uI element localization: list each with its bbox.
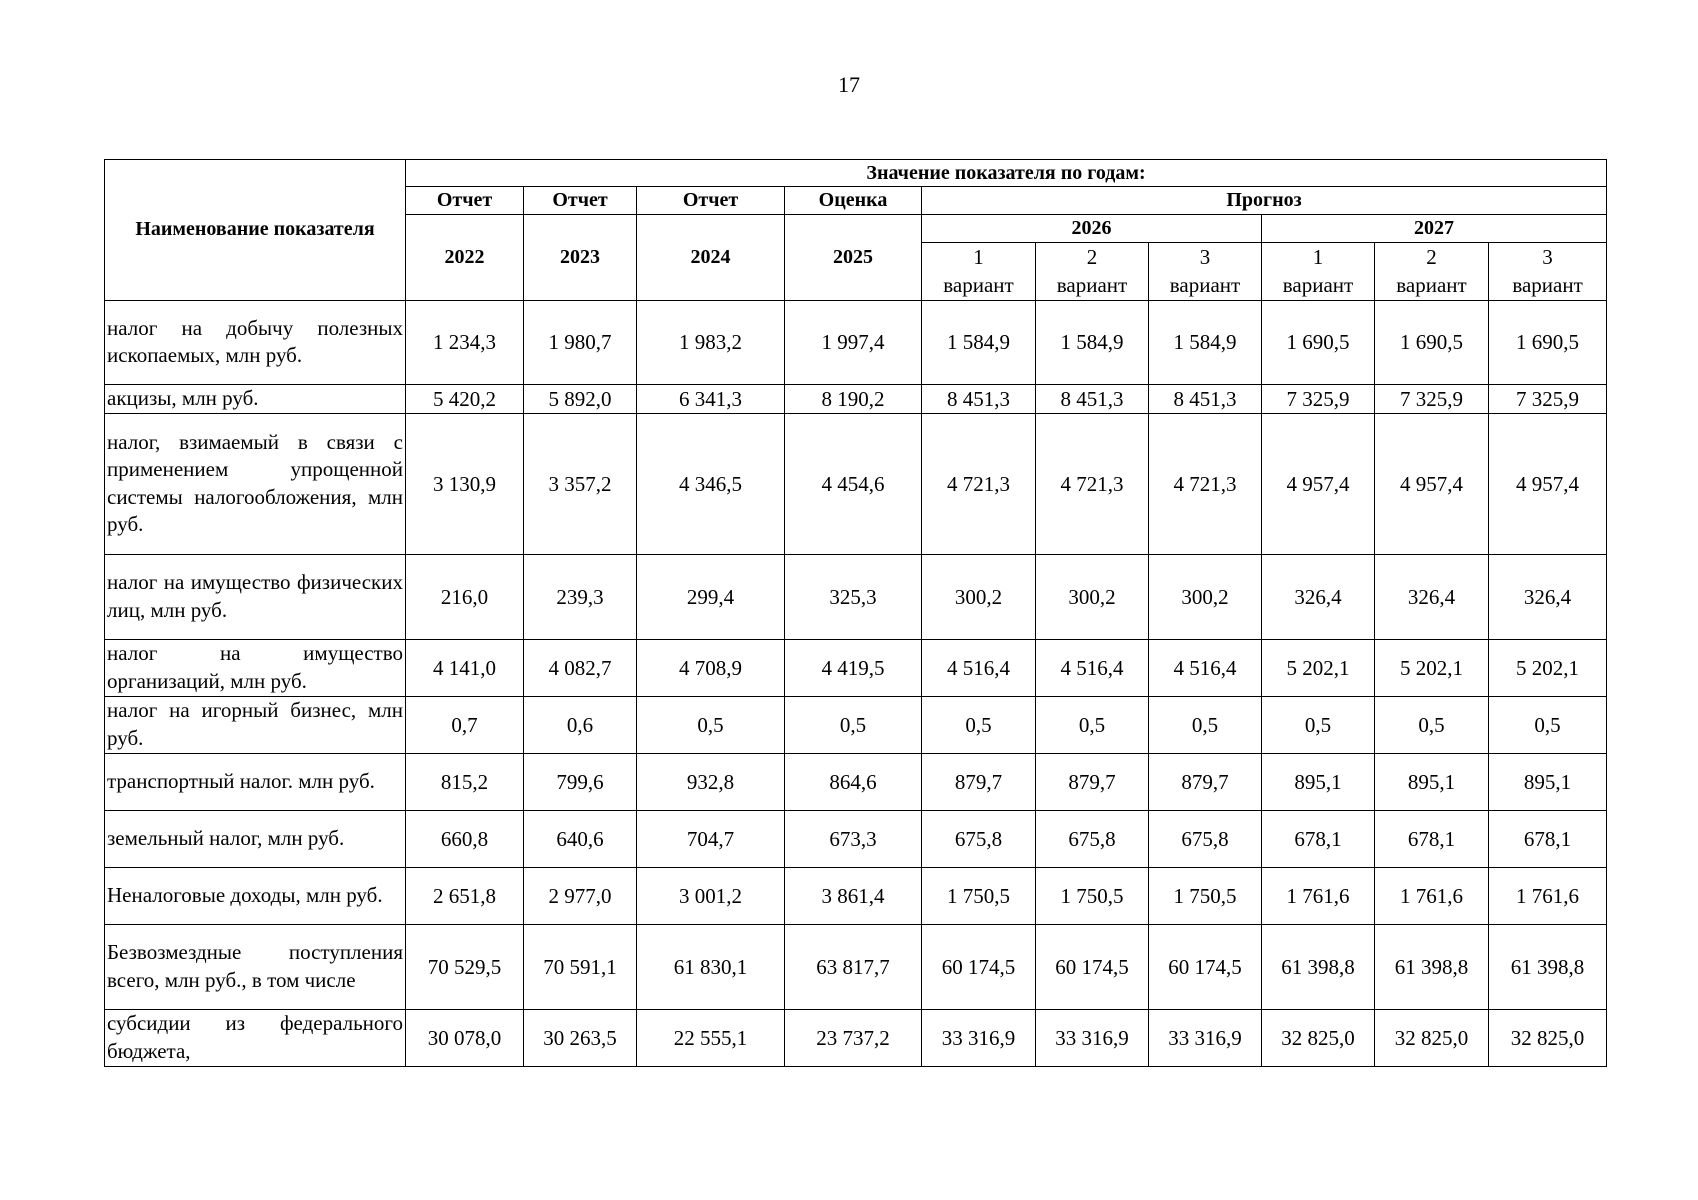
table-cell: 326,4 (1375, 554, 1489, 639)
table-cell: 3 357,2 (524, 413, 637, 554)
table-cell: 326,4 (1262, 554, 1375, 639)
row-label: налог на имущество физических лиц, млн руб. (105, 554, 406, 639)
table-cell: 4 957,4 (1489, 413, 1607, 554)
table-cell: 678,1 (1489, 810, 1607, 867)
table-cell: 5 202,1 (1489, 639, 1607, 696)
table-cell: 895,1 (1375, 753, 1489, 810)
table-cell: 1 761,6 (1375, 867, 1489, 924)
row-label: налог на игорный бизнес, млн руб. (105, 696, 406, 753)
table-cell: 815,2 (406, 753, 524, 810)
row-label: налог, взимаемый в связи с применением упрощенной системы налогообложения, млн руб. (105, 413, 406, 554)
variant-header-2026-2: 2 вариант (1036, 243, 1149, 301)
table-cell: 1 983,2 (637, 300, 785, 384)
table-cell: 640,6 (524, 810, 637, 867)
table-cell: 70 529,5 (406, 924, 524, 1009)
table-cell: 8 451,3 (922, 384, 1036, 413)
table-cell: 60 174,5 (1036, 924, 1149, 1009)
indicators-table (104, 159, 1607, 1067)
table-cell: 673,3 (785, 810, 922, 867)
table-cell: 8 451,3 (1036, 384, 1149, 413)
table-cell: 4 141,0 (406, 639, 524, 696)
report-header-2024: Отчет (637, 187, 785, 215)
report-header-2023: Отчет (524, 187, 637, 215)
table-cell: 7 325,9 (1489, 384, 1607, 413)
variant-header-2026-1: 1 вариант (922, 243, 1036, 301)
report-header-2022: Отчет (406, 187, 524, 215)
table-cell: 0,6 (524, 696, 637, 753)
table-cell: 675,8 (1149, 810, 1262, 867)
table-cell: 5 202,1 (1375, 639, 1489, 696)
table-cell: 0,5 (785, 696, 922, 753)
table-cell: 1 690,5 (1262, 300, 1375, 384)
table-cell: 61 398,8 (1375, 924, 1489, 1009)
year-header-2022: 2022 (406, 215, 524, 301)
table-cell: 63 817,7 (785, 924, 922, 1009)
table-cell: 895,1 (1262, 753, 1375, 810)
table-cell: 4 419,5 (785, 639, 922, 696)
page-number: 17 (838, 72, 860, 97)
table-cell: 32 825,0 (1262, 1009, 1375, 1066)
table-cell: 32 825,0 (1489, 1009, 1607, 1066)
table-cell: 60 174,5 (1149, 924, 1262, 1009)
table-cell: 799,6 (524, 753, 637, 810)
table-cell: 0,5 (1489, 696, 1607, 753)
table-cell: 4 516,4 (1149, 639, 1262, 696)
table-cell: 879,7 (922, 753, 1036, 810)
year-header-2024: 2024 (637, 215, 785, 301)
variant-header-2027-2: 2 вариант (1375, 243, 1489, 301)
table-cell: 299,4 (637, 554, 785, 639)
variant-header-2027-3: 3 вариант (1489, 243, 1607, 301)
indicator-name-header: Наименование показателя (105, 160, 406, 301)
table-cell: 1 750,5 (1036, 867, 1149, 924)
table-cell: 33 316,9 (1149, 1009, 1262, 1066)
table-cell: 8 451,3 (1149, 384, 1262, 413)
table-cell: 60 174,5 (922, 924, 1036, 1009)
table-cell: 1 234,3 (406, 300, 524, 384)
table-cell: 1 750,5 (1149, 867, 1262, 924)
year-header-2027: 2027 (1262, 215, 1607, 243)
table-cell: 326,4 (1489, 554, 1607, 639)
row-label: налог на имущество организаций, млн руб. (105, 639, 406, 696)
table-cell: 1 761,6 (1262, 867, 1375, 924)
table-cell: 4 516,4 (1036, 639, 1149, 696)
table-row (105, 1009, 1607, 1066)
table-cell: 4 454,6 (785, 413, 922, 554)
table-cell: 7 325,9 (1262, 384, 1375, 413)
table-cell: 30 263,5 (524, 1009, 637, 1066)
table-cell: 1 690,5 (1375, 300, 1489, 384)
table-row (105, 810, 1607, 867)
table-cell: 704,7 (637, 810, 785, 867)
year-header-2025: 2025 (785, 215, 922, 301)
table-cell: 1 584,9 (922, 300, 1036, 384)
table-row (105, 413, 1607, 554)
estimate-header-2025: Оценка (785, 187, 922, 215)
table-cell: 4 957,4 (1375, 413, 1489, 554)
table-cell: 239,3 (524, 554, 637, 639)
table-cell: 300,2 (922, 554, 1036, 639)
table-cell: 30 078,0 (406, 1009, 524, 1066)
table-cell: 5 202,1 (1262, 639, 1375, 696)
table-cell: 0,5 (637, 696, 785, 753)
row-label: субсидии из федерального бюджета, (105, 1009, 406, 1066)
table-cell: 0,5 (922, 696, 1036, 753)
table-row (105, 300, 1607, 384)
table-cell: 0,5 (1149, 696, 1262, 753)
table-cell: 1 980,7 (524, 300, 637, 384)
table-cell: 4 082,7 (524, 639, 637, 696)
table-cell: 0,5 (1036, 696, 1149, 753)
table-cell: 0,7 (406, 696, 524, 753)
table-cell: 70 591,1 (524, 924, 637, 1009)
table-cell: 895,1 (1489, 753, 1607, 810)
year-header-2026: 2026 (922, 215, 1262, 243)
table-row (105, 384, 1607, 413)
table-cell: 4 721,3 (1036, 413, 1149, 554)
table-cell: 2 651,8 (406, 867, 524, 924)
table-cell: 4 721,3 (1149, 413, 1262, 554)
year-header-2023: 2023 (524, 215, 637, 301)
table-cell: 4 957,4 (1262, 413, 1375, 554)
table-cell: 6 341,3 (637, 384, 785, 413)
table-cell: 879,7 (1149, 753, 1262, 810)
table-row (105, 753, 1607, 810)
table-cell: 22 555,1 (637, 1009, 785, 1066)
table-cell: 864,6 (785, 753, 922, 810)
table-cell: 23 737,2 (785, 1009, 922, 1066)
table-cell: 675,8 (922, 810, 1036, 867)
table-header (105, 160, 1607, 301)
table-cell: 0,5 (1375, 696, 1489, 753)
table-cell: 660,8 (406, 810, 524, 867)
table-cell: 4 721,3 (922, 413, 1036, 554)
table-row (105, 867, 1607, 924)
variant-header-2026-3: 3 вариант (1149, 243, 1262, 301)
table-cell: 4 516,4 (922, 639, 1036, 696)
table-cell: 678,1 (1375, 810, 1489, 867)
table-row (105, 554, 1607, 639)
table-cell: 61 398,8 (1262, 924, 1375, 1009)
table-cell: 1 584,9 (1149, 300, 1262, 384)
row-label: налог на добычу полезных ископаемых, млн руб. (105, 300, 406, 384)
table-cell: 678,1 (1262, 810, 1375, 867)
table-cell: 7 325,9 (1375, 384, 1489, 413)
table-row (105, 639, 1607, 696)
table-cell: 2 977,0 (524, 867, 637, 924)
row-label: акцизы, млн руб. (105, 384, 406, 413)
table-cell: 300,2 (1149, 554, 1262, 639)
table-row (105, 696, 1607, 753)
table-cell: 32 825,0 (1375, 1009, 1489, 1066)
table-cell: 879,7 (1036, 753, 1149, 810)
row-label: Неналоговые доходы, млн руб. (105, 867, 406, 924)
row-label: Безвозмездные поступления всего, млн руб., в том числе (105, 924, 406, 1009)
table-cell: 1 584,9 (1036, 300, 1149, 384)
table-cell: 61 830,1 (637, 924, 785, 1009)
table-cell: 325,3 (785, 554, 922, 639)
forecast-header: Прогноз (922, 187, 1607, 215)
table-cell: 1 997,4 (785, 300, 922, 384)
table-cell: 8 190,2 (785, 384, 922, 413)
table-cell: 300,2 (1036, 554, 1149, 639)
table-cell: 3 001,2 (637, 867, 785, 924)
table-row (105, 924, 1607, 1009)
row-label: земельный налог, млн руб. (105, 810, 406, 867)
table-cell: 216,0 (406, 554, 524, 639)
table-cell: 0,5 (1262, 696, 1375, 753)
variant-header-2027-1: 1 вариант (1262, 243, 1375, 301)
values-by-year-header: Значение показателя по годам: (406, 160, 1607, 187)
table-cell: 1 690,5 (1489, 300, 1607, 384)
table-cell: 1 750,5 (922, 867, 1036, 924)
table-cell: 3 130,9 (406, 413, 524, 554)
table-cell: 675,8 (1036, 810, 1149, 867)
table-cell: 4 708,9 (637, 639, 785, 696)
row-label: транспортный налог. млн руб. (105, 753, 406, 810)
table-cell: 3 861,4 (785, 867, 922, 924)
table-body (105, 300, 1607, 1066)
table-cell: 932,8 (637, 753, 785, 810)
table-cell: 1 761,6 (1489, 867, 1607, 924)
table-cell: 5 420,2 (406, 384, 524, 413)
table-cell: 5 892,0 (524, 384, 637, 413)
table-cell: 33 316,9 (922, 1009, 1036, 1066)
table-cell: 33 316,9 (1036, 1009, 1149, 1066)
table-cell: 4 346,5 (637, 413, 785, 554)
table-cell: 61 398,8 (1489, 924, 1607, 1009)
